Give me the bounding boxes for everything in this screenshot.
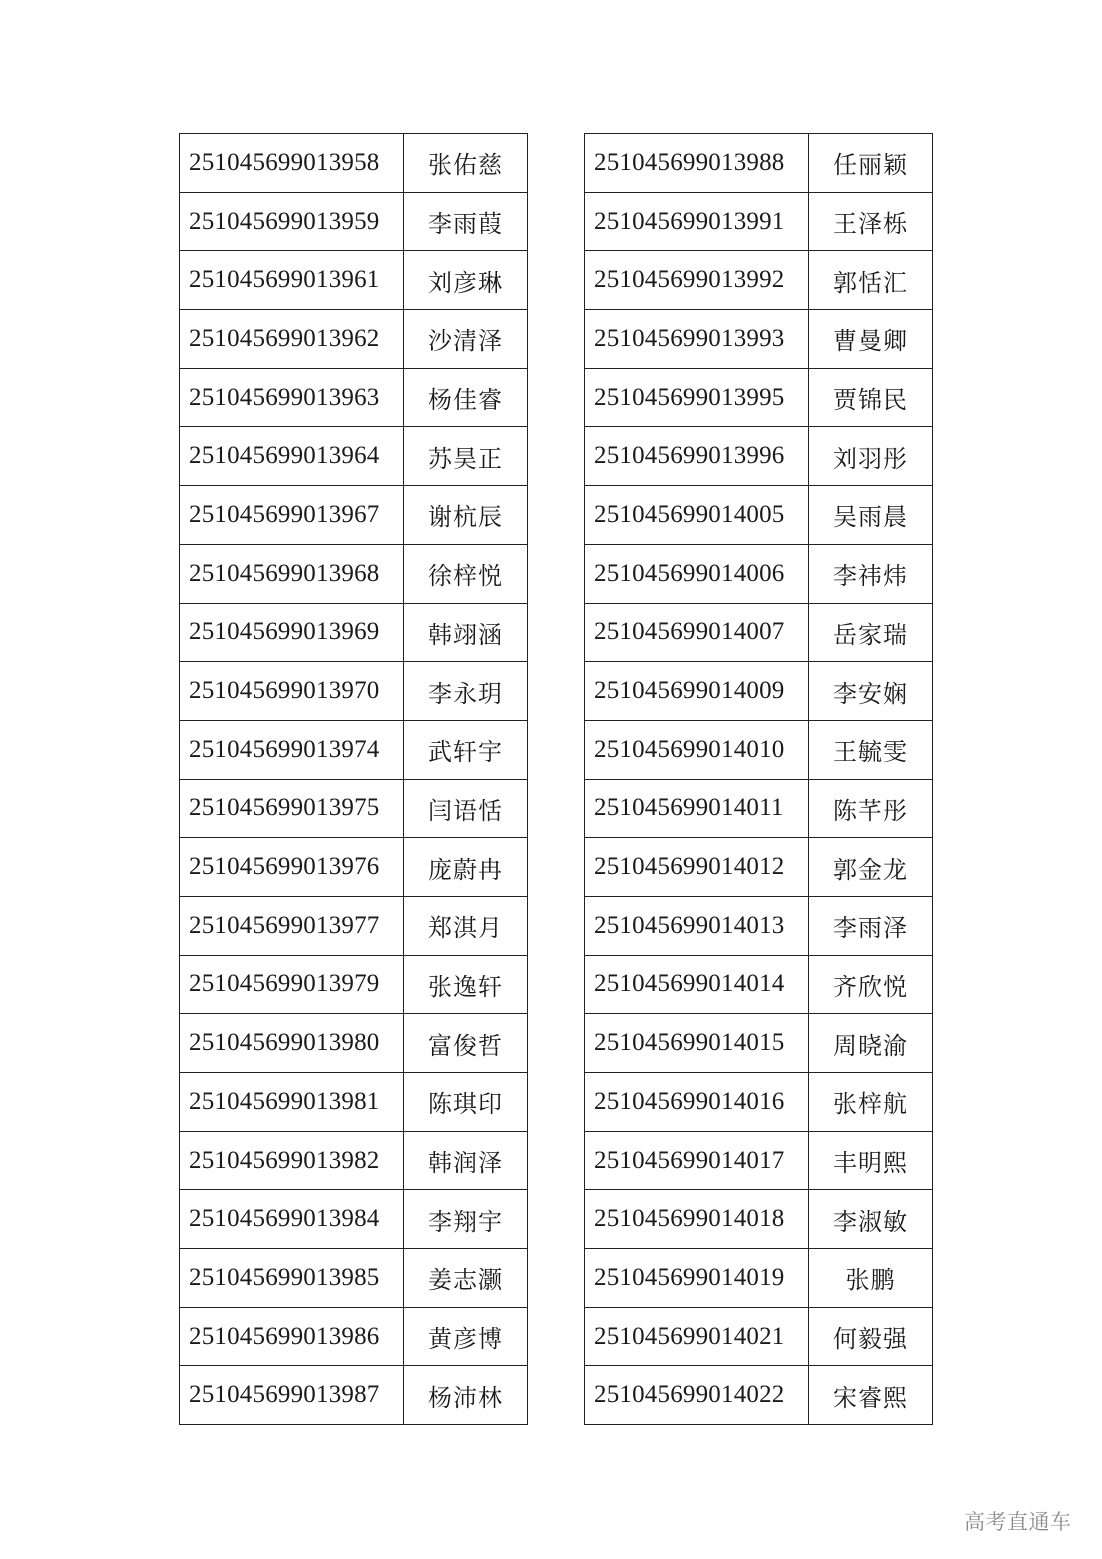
exam-id-cell: 251045699013977	[180, 896, 404, 955]
exam-id-cell: 251045699014009	[585, 662, 809, 721]
student-name-cell: 贾锦民	[809, 368, 933, 427]
student-name-cell: 张逸轩	[404, 955, 528, 1014]
table-row	[585, 486, 933, 545]
table-row	[180, 1073, 528, 1132]
exam-id-cell: 251045699013979	[180, 955, 404, 1014]
student-name-cell: 陈芊彤	[809, 779, 933, 838]
exam-id-cell: 251045699013959	[180, 192, 404, 251]
table-row	[180, 486, 528, 545]
exam-id-cell: 251045699013995	[585, 368, 809, 427]
table-row	[585, 368, 933, 427]
table-row	[585, 603, 933, 662]
table-row	[585, 310, 933, 369]
table-row	[180, 134, 528, 193]
table-row	[585, 779, 933, 838]
exam-id-cell: 251045699014015	[585, 1014, 809, 1073]
table-row	[585, 1366, 933, 1425]
student-name-cell: 丰明熙	[809, 1131, 933, 1190]
student-name-cell: 韩润泽	[404, 1131, 528, 1190]
exam-id-cell: 251045699014022	[585, 1366, 809, 1425]
student-name-cell: 郑淇月	[404, 896, 528, 955]
table-row	[180, 1249, 528, 1308]
student-name-cell: 刘彦琳	[404, 251, 528, 310]
exam-id-cell: 251045699013967	[180, 486, 404, 545]
exam-id-cell: 251045699014007	[585, 603, 809, 662]
exam-id-cell: 251045699014017	[585, 1131, 809, 1190]
exam-id-cell: 251045699013976	[180, 838, 404, 897]
exam-id-cell: 251045699013981	[180, 1073, 404, 1132]
student-name-cell: 张佑慈	[404, 134, 528, 193]
table-row	[180, 779, 528, 838]
exam-id-cell: 251045699013980	[180, 1014, 404, 1073]
table-row	[180, 1014, 528, 1073]
exam-id-cell: 251045699014005	[585, 486, 809, 545]
student-name-cell: 刘羽彤	[809, 427, 933, 486]
table-row	[180, 662, 528, 721]
table-row	[585, 896, 933, 955]
table-row	[585, 1131, 933, 1190]
table-row	[180, 310, 528, 369]
exam-id-cell: 251045699013984	[180, 1190, 404, 1249]
exam-id-cell: 251045699013975	[180, 779, 404, 838]
student-name-cell: 张鹏	[809, 1249, 933, 1308]
table-row	[585, 662, 933, 721]
student-name-cell: 岳家瑞	[809, 603, 933, 662]
student-name-cell: 李翔宇	[404, 1190, 528, 1249]
exam-id-cell: 251045699013985	[180, 1249, 404, 1308]
exam-id-cell: 251045699013964	[180, 427, 404, 486]
table-row	[585, 427, 933, 486]
student-name-cell: 苏昊正	[404, 427, 528, 486]
student-name-cell: 李祎炜	[809, 544, 933, 603]
table-row	[180, 251, 528, 310]
table-row	[585, 1073, 933, 1132]
table-row	[180, 1366, 528, 1425]
student-name-cell: 李安娴	[809, 662, 933, 721]
exam-id-cell: 251045699014010	[585, 720, 809, 779]
student-name-cell: 郭恬汇	[809, 251, 933, 310]
student-name-cell: 杨佳睿	[404, 368, 528, 427]
student-name-cell: 任丽颖	[809, 134, 933, 193]
exam-id-cell: 251045699014021	[585, 1307, 809, 1366]
roster-table-right	[584, 133, 933, 1425]
exam-id-cell: 251045699013986	[180, 1307, 404, 1366]
student-name-cell: 徐梓悦	[404, 544, 528, 603]
exam-id-cell: 251045699013963	[180, 368, 404, 427]
table-row	[180, 427, 528, 486]
exam-id-cell: 251045699013974	[180, 720, 404, 779]
exam-id-cell: 251045699014012	[585, 838, 809, 897]
exam-id-cell: 251045699013962	[180, 310, 404, 369]
exam-id-cell: 251045699014014	[585, 955, 809, 1014]
roster-table-left	[179, 133, 528, 1425]
table-row	[180, 838, 528, 897]
table-row	[585, 1307, 933, 1366]
exam-id-cell: 251045699013993	[585, 310, 809, 369]
table-row	[180, 603, 528, 662]
student-name-cell: 黄彦博	[404, 1307, 528, 1366]
table-row	[585, 192, 933, 251]
student-name-cell: 李永玥	[404, 662, 528, 721]
student-name-cell: 武轩宇	[404, 720, 528, 779]
student-name-cell: 姜志灏	[404, 1249, 528, 1308]
student-name-cell: 宋睿熙	[809, 1366, 933, 1425]
student-name-cell: 谢杭辰	[404, 486, 528, 545]
student-name-cell: 吴雨晨	[809, 486, 933, 545]
student-name-cell: 曹曼卿	[809, 310, 933, 369]
roster-table-right-body	[585, 134, 933, 1425]
roster-table-left-body	[180, 134, 528, 1425]
exam-id-cell: 251045699013988	[585, 134, 809, 193]
table-row	[585, 1249, 933, 1308]
student-name-cell: 李淑敏	[809, 1190, 933, 1249]
exam-id-cell: 251045699014018	[585, 1190, 809, 1249]
watermark-text: 高考直通车	[964, 1510, 1072, 1534]
student-name-cell: 杨沛林	[404, 1366, 528, 1425]
student-name-cell: 韩翊涵	[404, 603, 528, 662]
student-name-cell: 陈琪印	[404, 1073, 528, 1132]
exam-id-cell: 251045699013970	[180, 662, 404, 721]
student-name-cell: 张梓航	[809, 1073, 933, 1132]
student-name-cell: 李雨葭	[404, 192, 528, 251]
exam-id-cell: 251045699013961	[180, 251, 404, 310]
exam-id-cell: 251045699013958	[180, 134, 404, 193]
exam-id-cell: 251045699014013	[585, 896, 809, 955]
table-row	[585, 251, 933, 310]
exam-id-cell: 251045699013982	[180, 1131, 404, 1190]
student-name-cell: 王泽栎	[809, 192, 933, 251]
student-name-cell: 何毅强	[809, 1307, 933, 1366]
exam-id-cell: 251045699013991	[585, 192, 809, 251]
table-row	[585, 720, 933, 779]
exam-id-cell: 251045699014006	[585, 544, 809, 603]
student-name-cell: 李雨泽	[809, 896, 933, 955]
table-row	[585, 955, 933, 1014]
student-name-cell: 闫语恬	[404, 779, 528, 838]
table-row	[180, 955, 528, 1014]
exam-id-cell: 251045699013987	[180, 1366, 404, 1425]
table-row	[585, 544, 933, 603]
table-row	[585, 1190, 933, 1249]
exam-id-cell: 251045699014019	[585, 1249, 809, 1308]
exam-id-cell: 251045699013968	[180, 544, 404, 603]
exam-id-cell: 251045699013992	[585, 251, 809, 310]
table-row	[180, 368, 528, 427]
student-name-cell: 郭金龙	[809, 838, 933, 897]
table-row	[585, 838, 933, 897]
exam-id-cell: 251045699014016	[585, 1073, 809, 1132]
student-name-cell: 富俊哲	[404, 1014, 528, 1073]
student-name-cell: 庞蔚冉	[404, 838, 528, 897]
exam-id-cell: 251045699013996	[585, 427, 809, 486]
student-name-cell: 沙清泽	[404, 310, 528, 369]
table-row	[585, 1014, 933, 1073]
student-name-cell: 齐欣悦	[809, 955, 933, 1014]
table-row	[585, 134, 933, 193]
table-row	[180, 896, 528, 955]
table-row	[180, 1131, 528, 1190]
table-row	[180, 544, 528, 603]
exam-id-cell: 251045699014011	[585, 779, 809, 838]
table-row	[180, 192, 528, 251]
exam-id-cell: 251045699013969	[180, 603, 404, 662]
table-row	[180, 720, 528, 779]
table-row	[180, 1190, 528, 1249]
student-name-cell: 周晓渝	[809, 1014, 933, 1073]
student-name-cell: 王毓雯	[809, 720, 933, 779]
table-row	[180, 1307, 528, 1366]
